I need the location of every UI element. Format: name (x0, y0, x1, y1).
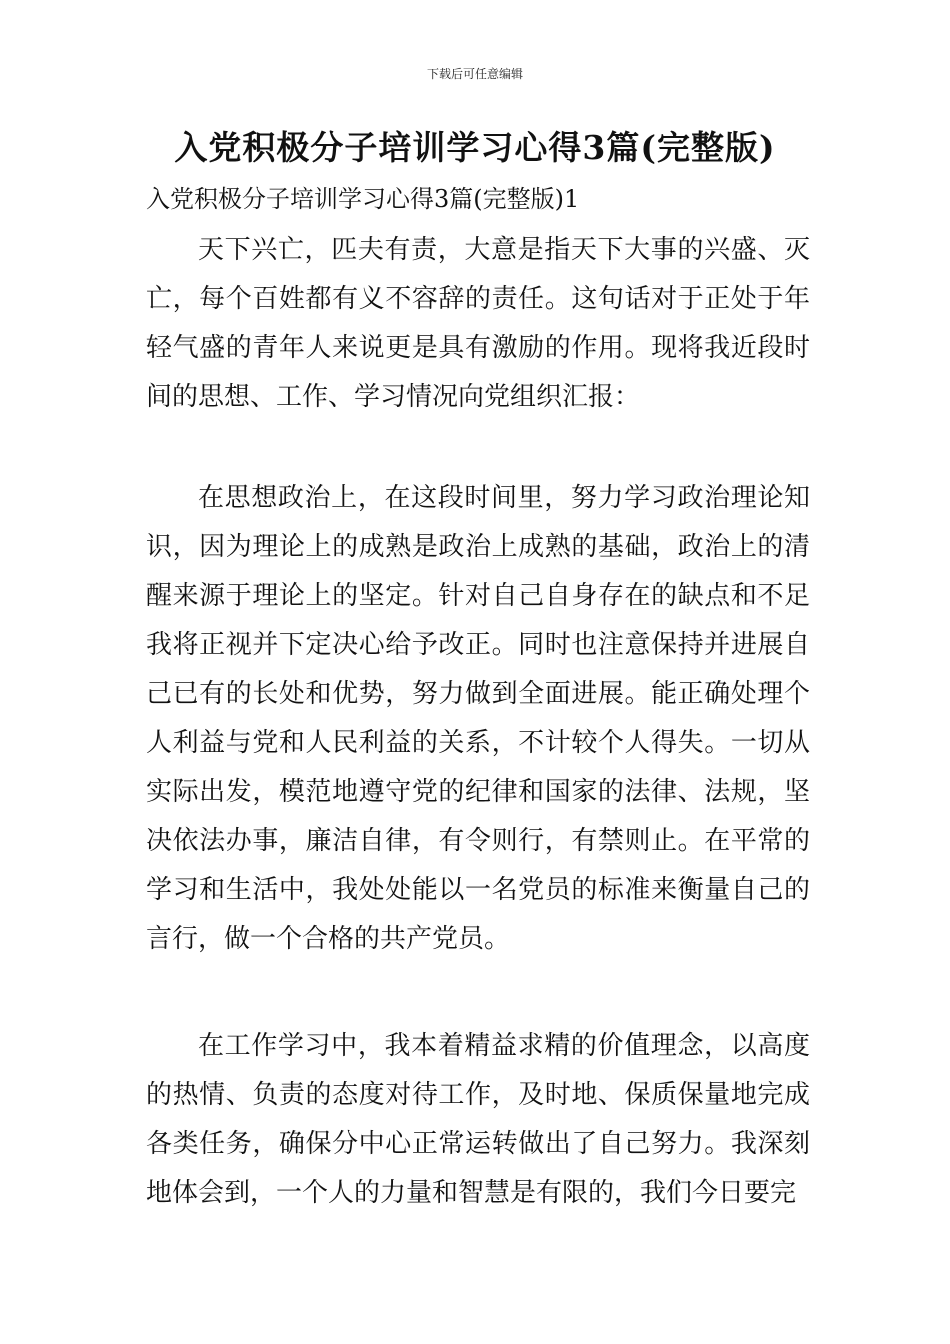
paragraph-2: 在思想政治上，在这段时间里，努力学习政治理论知识，因为理论上的成熟是政治上成熟的基础，政治上的清醒来源于理论上的坚定。针对自己自身存在的缺点和不足我将正视并下定决心给予改正。同时也注意保持并进展自己已有的长处和优势，努力做到全面进展。能正确处理个人利益与党和人民利益的关系，不计较个人得失。一切从实际出发，模范地遵守党的纪律和国家的法律、法规，坚决依法办事，廉洁自律，有令则行，有禁则止。在平常的学习和生活中，我处处能以一名党员的标准来衡量自己的言行，做一个合格的共产党员。 (146, 483, 810, 954)
document-subtitle: 入党积极分子培训学习心得3篇(完整版)1 (146, 185, 580, 213)
paragraph-3: 在工作学习中，我本着精益求精的价值理念，以高度的热情、负责的态度对待工作，及时地、保质保量地完成各类任务，确保分中心正常运转做出了自己努力。我深刻地体会到，一个人的力量和智慧是有限的，我们今日要完 (146, 1031, 810, 1208)
paragraph-1: 天下兴亡，匹夫有责，大意是指天下大事的兴盛、灭亡，每个百姓都有义不容辞的责任。这句话对于正处于年轻气盛的青年人来说更是具有激励的作用。现将我近段时间的思想、工作、学习情况向党组织汇报： (146, 235, 810, 412)
header-note: 下载后可任意编辑 (426, 67, 523, 81)
document-title: 入党积极分子培训学习心得3篇(完整版) (174, 128, 776, 167)
